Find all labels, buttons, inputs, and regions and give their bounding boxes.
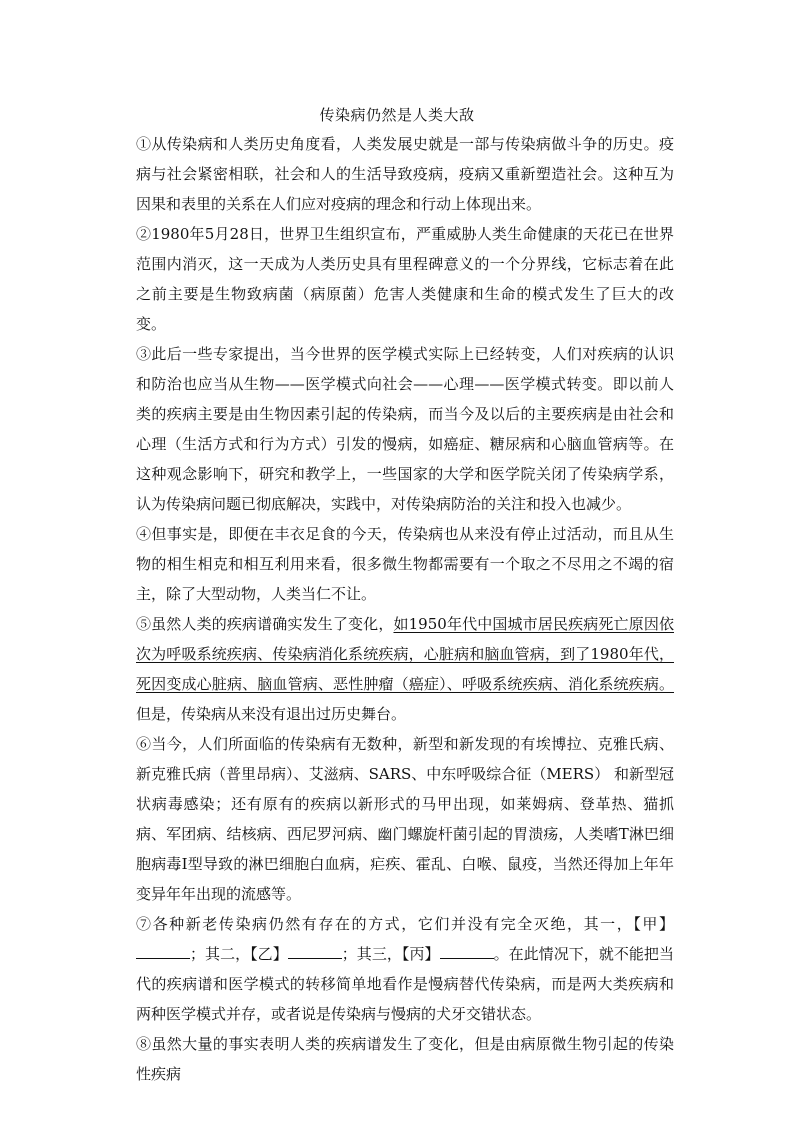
paragraph-5 xyxy=(136,609,674,729)
paragraph-7-part-a: ⑦各种新老传染病仍然有存在的方式，它们并没有完全灭绝，其一，【甲】 xyxy=(136,915,674,933)
fill-blank-yi[interactable] xyxy=(288,944,342,959)
paragraph-5-underlined-example: 如1950年代中国城市居民疾病死亡原因依次为呼吸系统疾病、传染病消化系统疾病，心脏病和脑血管病，到了1980年代，死因变成心脏病、脑血管病、恶性肿瘤（癌症）、呼吸系统疾病、消化系统疾病。 xyxy=(136,615,674,693)
paragraph-7-part-c: ；其三，【丙】 xyxy=(341,945,440,963)
fill-blank-jia[interactable] xyxy=(136,944,190,959)
paragraph-6: ⑥当今，人们所面临的传染病有无数种，新型和新发现的有埃博拉、克雅氏病、新克雅氏病（普里昂病）、艾滋病、SARS、中东呼吸综合征（MERS） 和新型冠状病毒感染；还有原有的疾病以新形式的马甲出现，如莱姆病、登革热、猫抓病、军团病、结核病、西尼罗河病、幽门螺旋杆菌引起的胃溃疡，人类嗜T淋巴细胞病毒Ⅰ型导致的淋巴细胞白血病，疟疾、霍乱、白喉、鼠疫，当然还得加上年年变异年年出现的流感等。 xyxy=(136,735,674,903)
paragraph-7 xyxy=(136,909,674,1029)
paragraph-5-intro: ⑤虽然人类的疾病谱确实发生了变化， xyxy=(136,615,394,633)
article-body xyxy=(136,129,674,1089)
paragraph-4: ④但事实是，即便在丰衣足食的今天，传染病也从来没有停止过活动，而且从生物的相生相克和相互利用来看，很多微生物都需要有一个取之不尽用之不竭的宿主，除了大型动物，人类当仁不让。 xyxy=(136,525,674,603)
paragraph-8: ⑧虽然大量的事实表明人类的疾病谱发生了变化，但是由病原微生物引起的传染性疾病 xyxy=(136,1035,674,1083)
paragraph-3: ③此后一些专家提出，当今世界的医学模式实际上已经转变，人们对疾病的认识和防治也应当从生物——医学模式向社会——心理——医学模式转变。即以前人类的疾病主要是由生物因素引起的传染病，而当今及以后的主要疾病是由社会和心理（生活方式和行为方式）引发的慢病，如癌症、糖尿病和心脑血管病等。在这种观念影响下，研究和教学上，一些国家的大学和医学院关闭了传染病学系，认为传染病问题已彻底解决，实践中，对传染病防治的关注和投入也减少。 xyxy=(136,345,674,513)
fill-blank-bing[interactable] xyxy=(440,944,494,959)
paragraph-2: ②1980年5月28日，世界卫生组织宣布，严重威胁人类生命健康的天花已在世界范围内消灭，这一天成为人类历史具有里程碑意义的一个分界线，它标志着在此之前主要是生物致病菌（病原菌）危害人类健康和生命的模式发生了巨大的改变。 xyxy=(136,225,674,333)
paragraph-7-part-b: ；其二，【乙】 xyxy=(190,945,288,963)
paragraph-7-part-d: 。在此情况下，就不能把当代的疾病谱和医学模式的转移简单地看作是慢病替代传染病，而是两大类疾病和两种医学模式并存，或者说是传染病与慢病的犬牙交错状态。 xyxy=(136,945,674,1023)
article-title: 传染病仍然是人类大敌 xyxy=(319,106,475,124)
paragraph-1: ①从传染病和人类历史角度看，人类发展史就是一部与传染病做斗争的历史。疫病与社会紧密相联，社会和人的生活导致疫病，疫病又重新塑造社会。这种互为因果和表里的关系在人们应对疫病的理念和行动上体现出来。 xyxy=(136,135,674,213)
paragraph-5-outro: 但是，传染病从来没有退出过历史舞台。 xyxy=(136,705,407,723)
